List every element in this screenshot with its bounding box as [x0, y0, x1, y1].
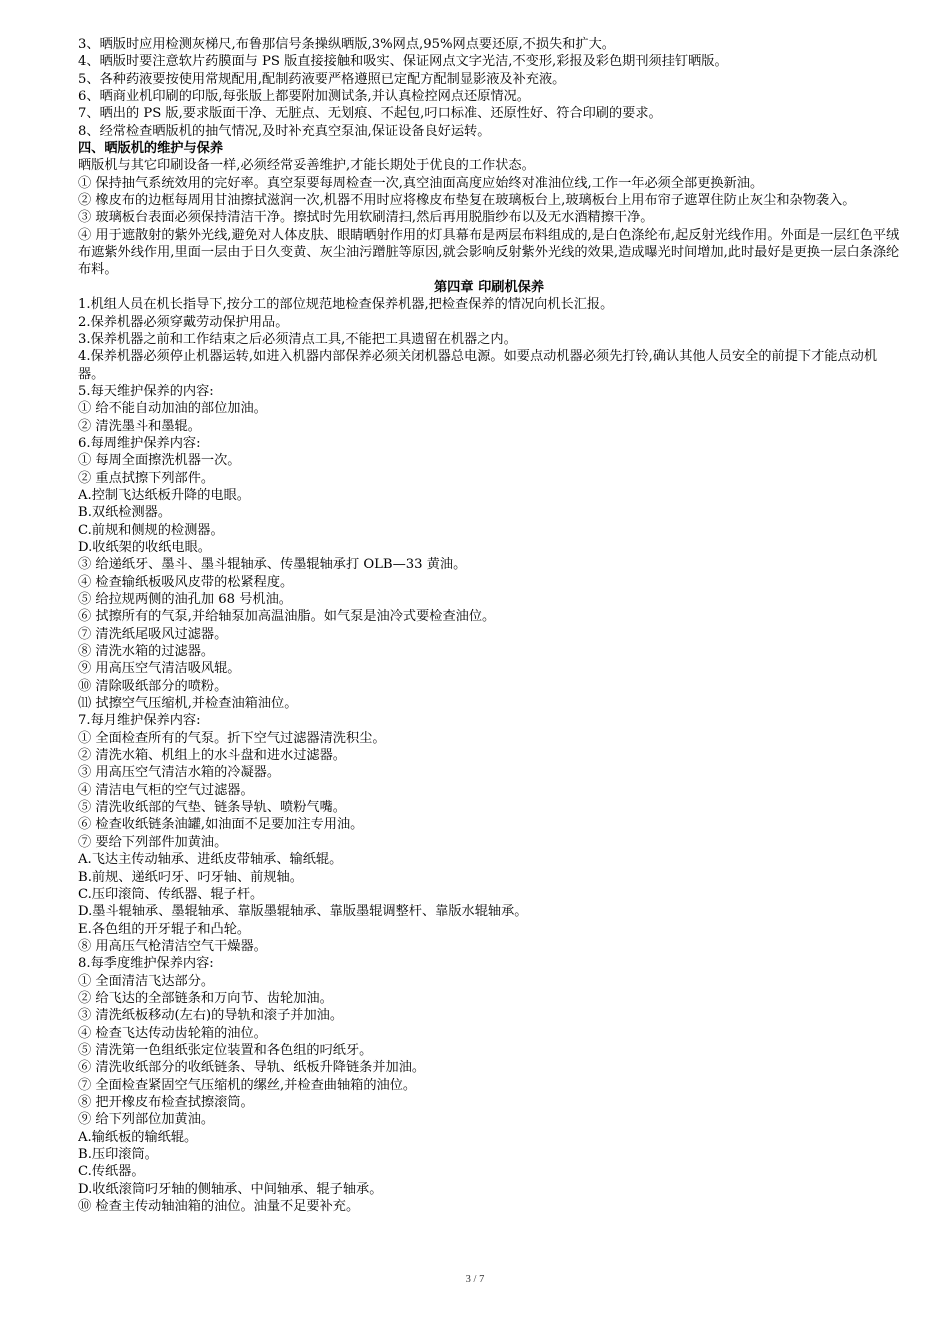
list-item: 7.每月维护保养内容: — [78, 713, 201, 729]
list-item: ④ 检查飞达传动齿轮箱的油位。 — [78, 1025, 267, 1041]
list-item: ⑤ 清洗第一色组纸张定位装置和各色组的叼纸牙。 — [78, 1042, 373, 1058]
list-item: C.前规和侧规的检测器。 — [78, 522, 224, 538]
list-item: ③ 给递纸牙、墨斗、墨斗辊轴承、传墨辊轴承打 OLB—33 黄油。 — [78, 557, 467, 573]
list-item: ② 重点拭擦下列部件。 — [78, 470, 215, 486]
list-item: 3、晒版时应用检测灰梯尺,布鲁那信号条操纵晒版,3%网点,95%网点要还原,不损失和扩大。 — [78, 37, 615, 52]
list-item: ⑦ 要给下列部件加黄油。 — [78, 834, 228, 850]
list-item: ⑤ 给拉规两侧的油孔加 68 号机油。 — [78, 592, 292, 607]
section-4-heading: 四、晒版机的维护与保养 — [78, 141, 224, 157]
maintenance-list — [78, 383, 900, 1216]
list-item: B.前规、递纸叼牙、叼牙轴、前规轴。 — [78, 869, 303, 885]
list-item: ⑥ 检查收纸链条油罐,如油面不足要加注专用油。 — [78, 817, 364, 833]
section-4-item-3: ③ 玻璃板台表面必须保持清洁干净。擦拭时先用软刷清扫,然后再用脱脂纱布以及无水酒精擦干净。 — [78, 210, 654, 226]
list-item: ⑦ 全面检查紧固空气压缩机的缧丝,并检查曲轴箱的油位。 — [78, 1077, 417, 1093]
list-item: A.输纸板的输纸辊。 — [78, 1129, 198, 1145]
list-item: ⑥ 拭擦所有的气泵,并给轴泵加高温油脂。如气泵是油冷式要检查油位。 — [78, 609, 496, 625]
list-item: ⑩ 检查主传动轴油箱的油位。油量不足要补充。 — [78, 1199, 360, 1215]
list-item: 4、晒版时要注意软片药膜面与 PS 版直接接触和吸实、保证网点文字光洁,不变形,彩报及彩色期刊须挂钉晒版。 — [78, 54, 728, 70]
list-item: E.各色组的开牙辊子和凸轮。 — [78, 921, 251, 937]
list-item: 6、晒商业机印刷的印版,每张版上都要附加测试条,并认真检控网点还原情况。 — [78, 89, 530, 105]
list-item: ⑧ 用高压气枪清洁空气干燥器。 — [78, 938, 267, 954]
list-item: ① 给不能自动加油的部位加油。 — [78, 401, 267, 417]
list-item: ③ 清洗纸板移动(左右)的导轨和滚子并加油。 — [78, 1008, 344, 1024]
list-item: 6.每周维护保养内容: — [78, 435, 201, 451]
list-item: ① 每周全面擦洗机器一次。 — [78, 453, 241, 469]
list-item: 8、经常检查晒版机的抽气情况,及时补充真空泵油,保证设备良好运转。 — [78, 123, 491, 139]
list-item: ⑩ 清除吸纸部分的喷粉。 — [78, 678, 228, 694]
chapter-4-title: 第四章 印刷机保养 — [433, 279, 545, 295]
list-item: ⑤ 清洗收纸部的气垫、链条导轨、喷粉气嘴。 — [78, 800, 346, 816]
section-4-item-4: ④ 用于遮散射的紫外光线,避免对人体皮肤、眼睛晒射作用的灯具幕布是两层布料组成的,是白色涤纶布,起反射光线作用。外面是一层红色平绒布遮紫外线作用,里面一层由于日久变黄、灰尘油污蹭脏等原因,就会影响反射紫外光线的效果,造成曝光时间增加,此时最好是更换一层白条涤纶布料。 — [78, 227, 900, 278]
list-item: A.控制飞达纸板升降的电眼。 — [78, 487, 250, 503]
list-item: ② 清洗墨斗和墨辊。 — [78, 418, 201, 434]
list-item: ① 全面检查所有的气泵。折下空气过滤器清洗积尘。 — [78, 730, 386, 746]
list-item: ③ 用高压空气清洁水箱的冷凝器。 — [78, 765, 281, 781]
list-item: B.双纸检测器。 — [78, 505, 172, 521]
chapter-4-rule-2: 2.保养机器必须穿戴劳动保护用品。 — [78, 314, 289, 330]
list-item: D.收纸滚筒叼牙轴的侧轴承、中间轴承、辊子轴承。 — [78, 1181, 383, 1197]
section-4-intro: 晒版机与其它印刷设备一样,必须经常妥善维护,才能长期处于优良的工作状态。 — [78, 158, 535, 174]
list-item: ④ 清洁电气柜的空气过滤器。 — [78, 782, 254, 798]
list-item: 8.每季度维护保养内容: — [78, 956, 214, 972]
list-item: ⑧ 清洗水箱的过滤器。 — [78, 644, 215, 660]
list-item: A.飞达主传动轴承、进纸皮带轴承、输纸辊。 — [78, 852, 343, 868]
list-item: ② 清洗水箱、机组上的水斗盘和进水过滤器。 — [78, 748, 346, 764]
list-item: ⑨ 用高压空气清洁吸风辊。 — [78, 661, 241, 677]
page-content — [78, 36, 900, 1215]
chapter-4-rule-3: 3.保养机器之前和工作结束之后必须清点工具,不能把工具遗留在机器之内。 — [78, 331, 517, 347]
list-item: D.墨斗辊轴承、墨辊轴承、靠版墨辊轴承、靠版墨辊调整杆、靠版水辊轴承。 — [78, 904, 528, 920]
list-item: ⑥ 清洗收纸部分的收纸链条、导轨、纸板升降链条并加油。 — [78, 1060, 426, 1076]
section-4-item-2: ② 橡皮布的边框每周用甘油擦拭滋润一次,机器不用时应将橡皮布垫复在玻璃板台上,玻璃板台上用布帘子遮罩住防止灰尘和杂物袭入。 — [78, 193, 856, 209]
section-3-list — [78, 36, 900, 140]
list-item: C.传纸器。 — [78, 1164, 145, 1180]
list-item: ⑦ 清洗纸尾吸风过滤器。 — [78, 626, 228, 642]
chapter-4-rule-4: 4.保养机器必须停止机器运转,如进入机器内部保养必须关闭机器总电源。如要点动机器必须先打铃,确认其他人员安全的前提下才能点动机器。 — [78, 349, 878, 382]
list-item: ⑧ 把开橡皮布检查拭擦滚筒。 — [78, 1094, 254, 1110]
list-item: ⑾ 拭擦空气压缩机,并检查油箱油位。 — [78, 696, 298, 712]
list-item: 5、各种药液要按使用常规配用,配制药液要严格遵照已定配方配制显影液及补充液。 — [78, 71, 566, 87]
list-item: B.压印滚筒。 — [78, 1147, 158, 1162]
page-number: 3 / 7 — [465, 1274, 485, 1285]
list-item: C.压印滚筒、传纸器、辊子杆。 — [78, 886, 264, 902]
list-item: ④ 检查输纸板吸风皮带的松紧程度。 — [78, 574, 294, 590]
list-item: 5.每天维护保养的内容: — [78, 383, 214, 399]
list-item: D.收纸架的收纸电眼。 — [78, 539, 211, 555]
list-item: 7、晒出的 PS 版,要求版面干净、无脏点、无划痕、不起包,叼口标准、还原性好、符合印刷的要求。 — [78, 106, 662, 122]
section-4-item-1: ① 保持抽气系统效用的完好率。真空泵要每周检查一次,真空油面高度应始终对准油位线,工作一年必须全部更换新油。 — [78, 175, 764, 191]
chapter-4-rule-1: 1.机组人员在机长指导下,按分工的部位规范地检查保养机器,把检查保养的情况向机长汇报。 — [78, 297, 614, 313]
list-item: ⑨ 给下列部位加黄油。 — [78, 1112, 215, 1128]
list-item: ② 给飞达的全部链条和万向节、齿轮加油。 — [78, 990, 333, 1006]
list-item: ① 全面清洁飞达部分。 — [78, 973, 215, 989]
